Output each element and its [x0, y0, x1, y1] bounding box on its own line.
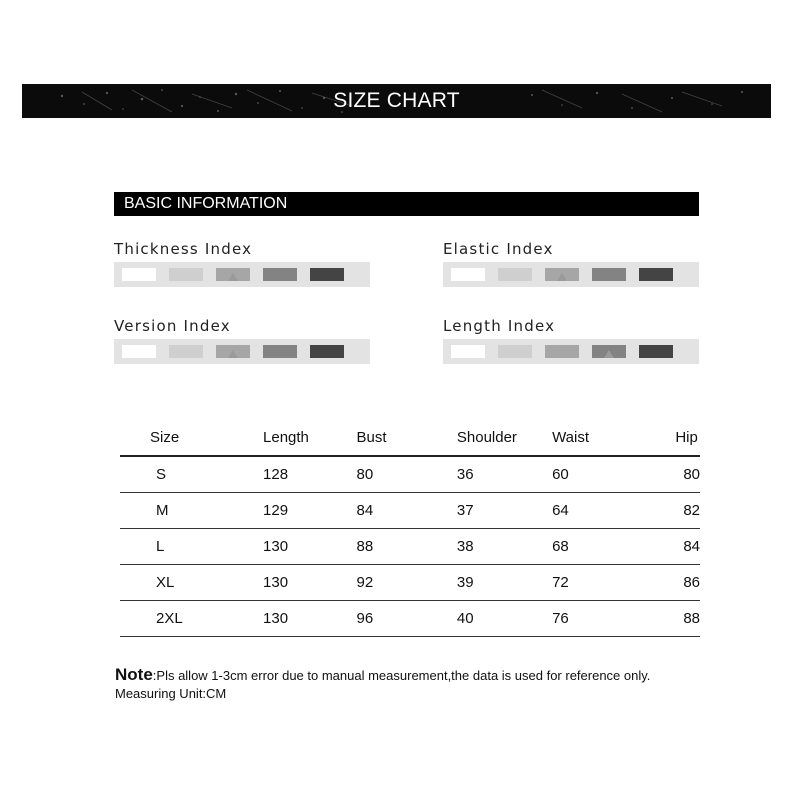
thickness-index-label: Thickness Index [114, 240, 253, 258]
length-index-scale [443, 339, 699, 364]
basic-information-header: BASIC INFORMATION [114, 192, 699, 216]
thickness-index-marker [228, 273, 238, 281]
table-cell: 130 [263, 565, 356, 601]
version-index-label: Version Index [114, 317, 231, 335]
table-row [120, 529, 700, 565]
scale-swatch [310, 268, 344, 281]
scale-swatch [122, 345, 156, 358]
note-label: Note [115, 665, 153, 684]
table-row [120, 456, 700, 493]
scale-swatch [169, 268, 203, 281]
table-cell: 88 [653, 601, 700, 637]
scale-swatch [310, 345, 344, 358]
scale-swatch [498, 268, 532, 281]
column-header: Waist [552, 428, 590, 446]
scale-swatch [451, 268, 485, 281]
table-cell: 39 [457, 565, 552, 601]
scale-swatch [498, 345, 532, 358]
measuring-unit: Measuring Unit:CM [115, 686, 227, 701]
thickness-index [114, 240, 370, 287]
table-row [120, 493, 700, 529]
table-cell: 68 [552, 529, 653, 565]
column-header: Size [150, 428, 180, 446]
length-index-marker [604, 350, 614, 358]
size-chart-banner [22, 84, 771, 118]
table-cell: L [120, 529, 263, 565]
table-cell: 130 [263, 601, 356, 637]
table-cell: 38 [457, 529, 552, 565]
table-cell: 129 [263, 493, 356, 529]
scale-swatch [639, 345, 673, 358]
table-cell: 82 [653, 493, 700, 529]
version-index [114, 317, 370, 364]
thickness-index-scale [114, 262, 370, 287]
note-text: :Pls allow 1-3cm error due to manual measurement,the data is used for reference only. [152, 668, 651, 683]
table-cell: 128 [263, 456, 356, 493]
page-title: SIZE CHART [333, 89, 460, 112]
elastic-index [443, 240, 699, 287]
table-cell: 64 [552, 493, 653, 529]
table-cell: 96 [357, 601, 457, 637]
table-cell: S [120, 456, 263, 493]
length-index-label: Length Index [443, 317, 556, 335]
scale-swatch [263, 268, 297, 281]
column-header: Shoulder [456, 428, 517, 446]
table-cell: 40 [457, 601, 552, 637]
scale-swatch [451, 345, 485, 358]
table-cell: 60 [552, 456, 653, 493]
elastic-index-label: Elastic Index [443, 240, 554, 258]
scale-swatch [122, 268, 156, 281]
elastic-index-scale [443, 262, 699, 287]
table-cell: 80 [653, 456, 700, 493]
column-header: Hip [675, 428, 698, 446]
version-index-scale [114, 339, 370, 364]
table-cell: 84 [357, 493, 457, 529]
scale-swatch [263, 345, 297, 358]
column-header: Length [263, 428, 309, 446]
length-index [443, 317, 699, 364]
table-cell: M [120, 493, 263, 529]
measurement-note [115, 665, 775, 701]
scale-swatch [639, 268, 673, 281]
table-cell: XL [120, 565, 263, 601]
table-cell: 86 [653, 565, 700, 601]
table-row [120, 601, 700, 637]
table-cell: 80 [357, 456, 457, 493]
version-index-marker [228, 350, 238, 358]
elastic-index-marker [557, 273, 567, 281]
table-cell: 76 [552, 601, 653, 637]
size-table [120, 419, 700, 637]
table-cell: 84 [653, 529, 700, 565]
scale-swatch [169, 345, 203, 358]
table-cell: 88 [357, 529, 457, 565]
column-header: Bust [356, 428, 387, 446]
table-cell: 92 [357, 565, 457, 601]
scale-swatch [545, 345, 579, 358]
table-header-row [120, 419, 700, 456]
table-cell: 37 [457, 493, 552, 529]
table-cell: 36 [457, 456, 552, 493]
table-cell: 72 [552, 565, 653, 601]
scale-swatch [592, 268, 626, 281]
table-cell: 130 [263, 529, 356, 565]
table-cell: 2XL [120, 601, 263, 637]
table-row [120, 565, 700, 601]
